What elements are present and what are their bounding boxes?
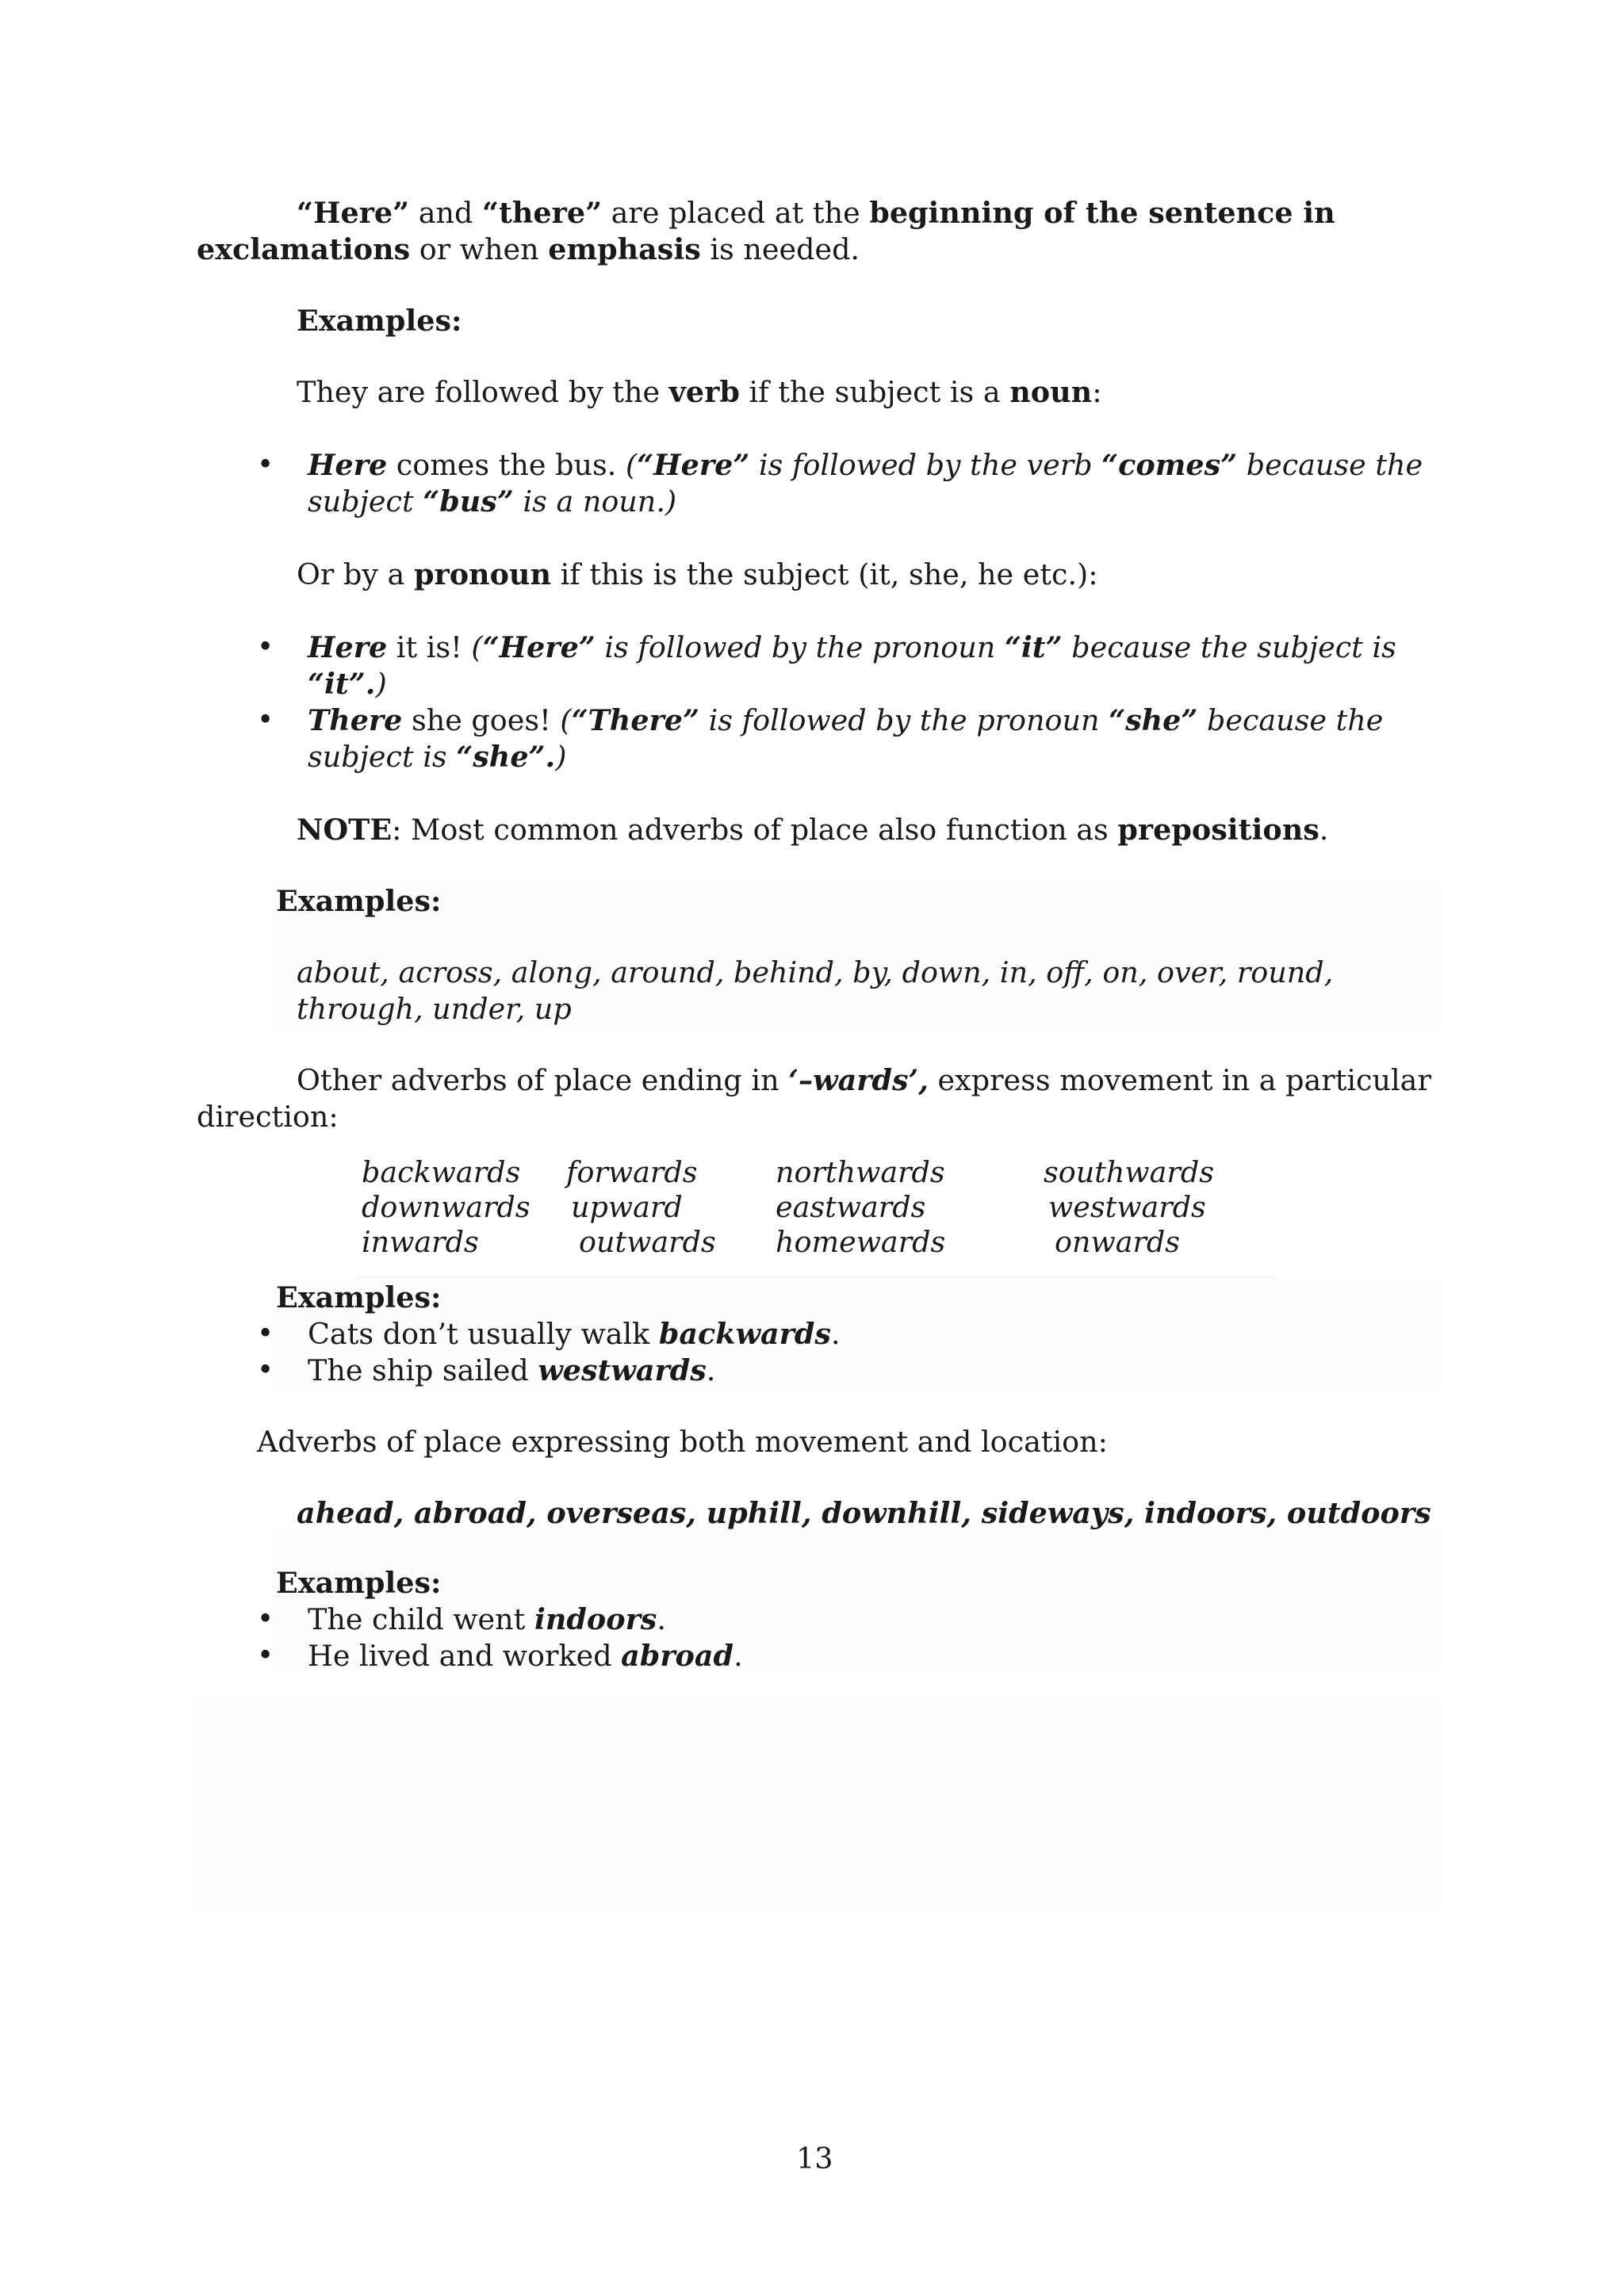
bullet-glyph: •: [257, 1318, 274, 1350]
she-example-line-2: subject is “she”.): [308, 740, 567, 774]
note-line: NOTE: Most common adverbs of place also function as prepositions.: [297, 813, 1329, 847]
wards-cell: homewards: [776, 1225, 946, 1259]
both-intro: Adverbs of place expressing both movement and location:: [257, 1425, 1108, 1459]
bullet-glyph: •: [257, 1603, 274, 1636]
bullet-glyph: •: [257, 449, 274, 481]
wards-intro-line-2: direction:: [197, 1100, 339, 1134]
wards-cell: westwards: [1048, 1190, 1206, 1224]
wards-cell: northwards: [776, 1155, 945, 1189]
bullet-glyph: •: [257, 704, 274, 737]
intro-line-2: exclamations or when emphasis is needed.: [197, 232, 860, 266]
bullet-glyph: •: [257, 1354, 274, 1387]
bullet-glyph: •: [257, 631, 274, 664]
it-example-line-1: Here it is! (“Here” is followed by the pronoun “it” because the subject is: [308, 630, 1396, 664]
wards-cell: backwards: [362, 1155, 521, 1189]
she-example-line-1: There she goes! (“There” is followed by the pronoun “she” because the: [308, 703, 1384, 737]
examples-heading-2: Examples:: [276, 884, 442, 918]
both-example-1: The child went indoors.: [308, 1602, 666, 1636]
prepositions-list-line-1: about, across, along, around, behind, by, down, in, off, on, over, round,: [297, 955, 1334, 989]
examples-heading-1: Examples:: [297, 304, 462, 338]
wards-intro-line-1: Other adverbs of place ending in ‘–wards’, express movement in a particular: [297, 1063, 1431, 1097]
noun-rule: They are followed by the verb if the subject is a noun:: [297, 375, 1102, 409]
both-example-2: He lived and worked abroad.: [308, 1639, 743, 1673]
wards-cell: onwards: [1055, 1225, 1181, 1259]
wards-cell: upward: [571, 1190, 683, 1224]
wards-example-2: The ship sailed westwards.: [308, 1353, 716, 1387]
intro-line-1: “Here” and “there” are placed at the beginning of the sentence in: [297, 196, 1335, 230]
bullet-glyph: •: [257, 1640, 274, 1672]
bus-example-line-1: Here comes the bus. (“Here” is followed by the verb “comes” because the: [308, 448, 1423, 482]
examples-heading-3: Examples:: [276, 1280, 442, 1314]
pronoun-rule: Or by a pronoun if this is the subject (it, she, he etc.):: [297, 557, 1098, 591]
wards-cell: outwards: [579, 1225, 716, 1259]
wards-cell: downwards: [362, 1190, 530, 1224]
both-list: ahead, abroad, overseas, uphill, downhill, sideways, indoors, outdoors: [297, 1496, 1431, 1530]
wards-cell: southwards: [1044, 1155, 1214, 1189]
bus-example-line-2: subject “bus” is a noun.): [308, 484, 677, 519]
blank-box: [190, 1697, 1442, 1912]
wards-cell: forwards: [566, 1155, 698, 1189]
wards-example-1: Cats don’t usually walk backwards.: [308, 1317, 841, 1351]
prepositions-list-line-2: through, under, up: [297, 992, 572, 1026]
wards-cell: inwards: [362, 1225, 479, 1259]
it-example-line-2: “it”.): [308, 667, 387, 701]
examples-heading-4: Examples:: [276, 1566, 442, 1600]
page-number: 13: [796, 2141, 833, 2175]
wards-cell: eastwards: [776, 1190, 926, 1224]
